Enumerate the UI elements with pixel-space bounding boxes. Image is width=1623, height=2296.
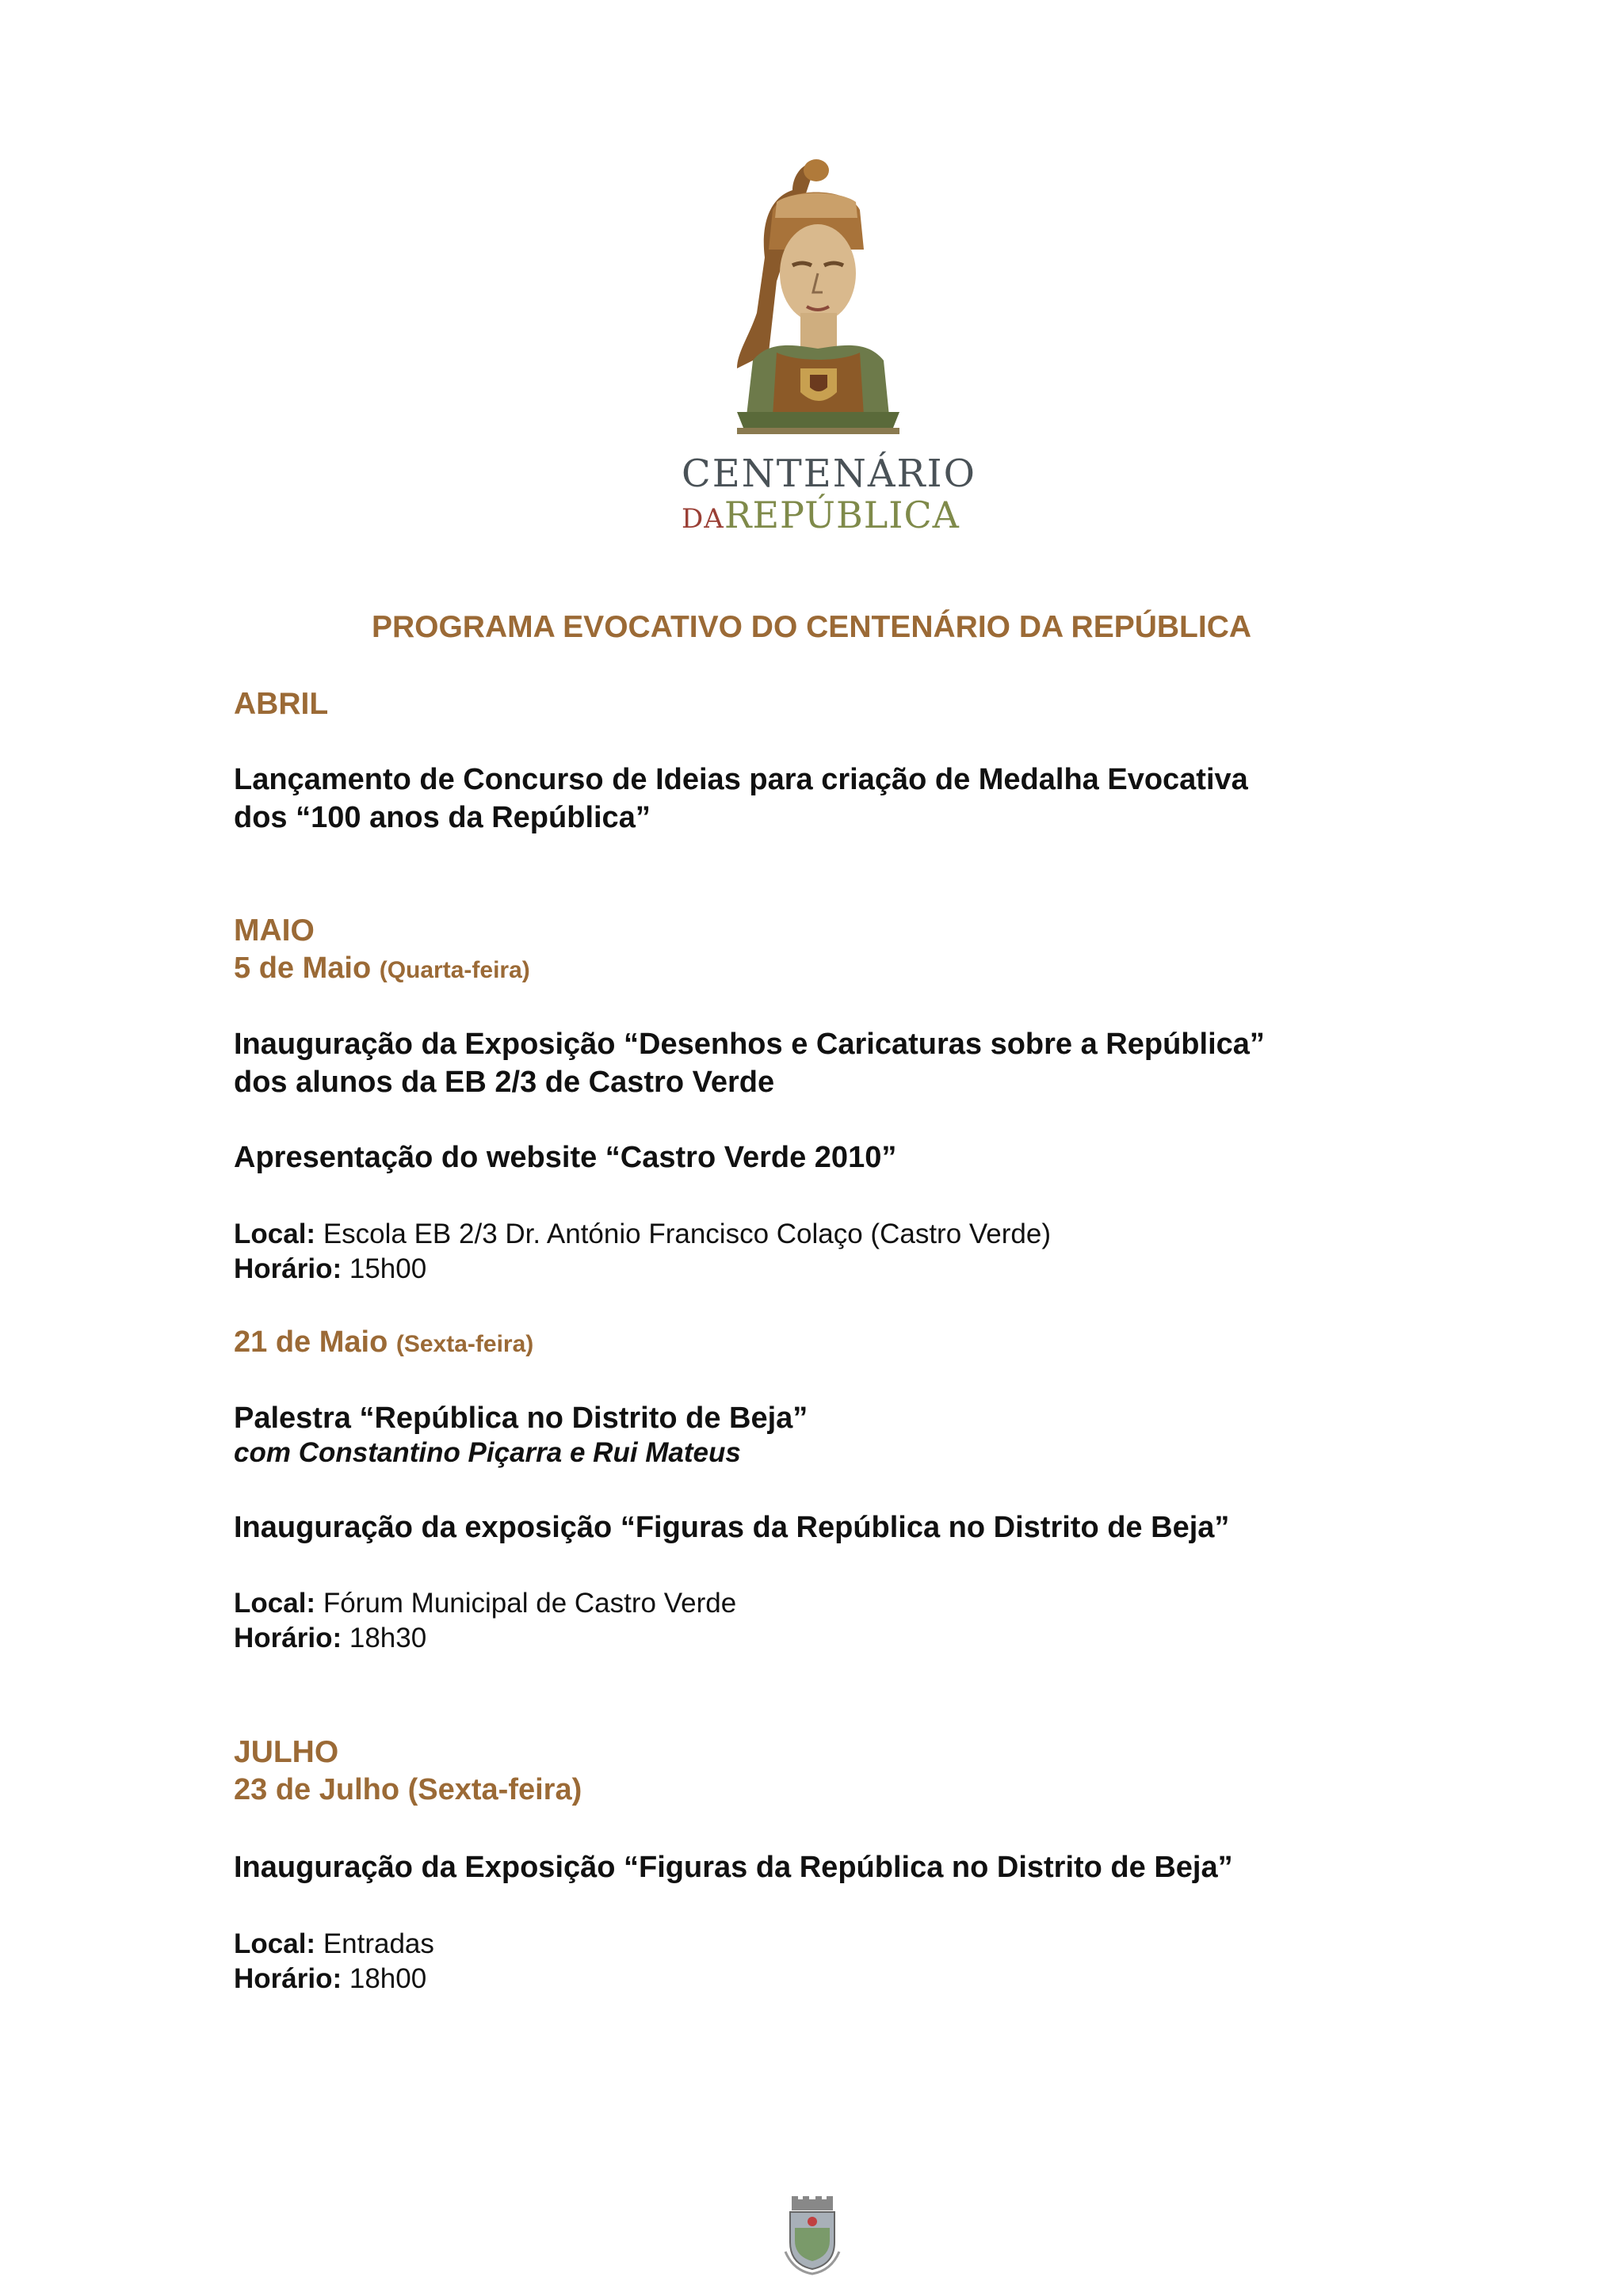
event-exposicao-figuras-julho: Inauguração da Exposição “Figuras da República no Distrito de Beja”	[234, 1851, 1233, 1884]
local-label: Local:	[234, 1588, 316, 1619]
event-palestra-speakers: com Constantino Piçarra e Rui Mateus	[234, 1437, 741, 1468]
event-exposicao-desenhos-line1: Inauguração da Exposição “Desenhos e Caricaturas sobre a República”	[234, 1028, 1265, 1061]
logo-word-centenario: CENTENÁRIO	[682, 452, 976, 496]
date-5-maio	[234, 952, 530, 986]
month-julho: JULHO	[234, 1735, 339, 1769]
horario-5-maio	[234, 1252, 426, 1287]
municipal-crest-icon	[781, 2196, 844, 2275]
local-label: Local:	[234, 1219, 316, 1249]
horario-label: Horário:	[234, 1963, 342, 1994]
horario-label: Horário:	[234, 1253, 342, 1284]
date-23-julho: 23 de Julho (Sexta-feira)	[234, 1773, 582, 1806]
date-21-maio	[234, 1325, 533, 1360]
date-21-maio-text: 21 de Maio	[234, 1325, 388, 1359]
horario-value: 15h00	[349, 1253, 427, 1284]
horario-23-julho	[234, 1962, 426, 1997]
event-exposicao-desenhos-line2: dos alunos da EB 2/3 de Castro Verde	[234, 1066, 775, 1099]
local-23-julho	[234, 1927, 434, 1962]
month-abril: ABRIL	[234, 687, 329, 721]
local-5-maio	[234, 1217, 1051, 1252]
program-title: PROGRAMA EVOCATIVO DO CENTENÁRIO DA REPÚBLICA	[371, 610, 1252, 644]
event-exposicao-figuras-maio: Inauguração da exposição “Figuras da República no Distrito de Beja”	[234, 1511, 1230, 1544]
logo-main-republica: REPÚBLICA	[724, 494, 960, 536]
bust-illustration	[682, 154, 951, 456]
event-abril-line2: dos “100 anos da República”	[234, 801, 651, 834]
date-21-maio-weekday: (Sexta-feira)	[395, 1331, 534, 1357]
horario-value: 18h00	[349, 1963, 427, 1994]
local-21-maio	[234, 1586, 736, 1621]
date-5-maio-text: 5 de Maio	[234, 952, 372, 985]
logo-prefix-da: DA	[682, 503, 724, 535]
event-website: Apresentação do website “Castro Verde 2010”	[234, 1141, 897, 1174]
local-value: Entradas	[323, 1928, 434, 1959]
logo-word-republica	[682, 494, 960, 536]
centenario-logo	[682, 154, 976, 536]
month-maio: MAIO	[234, 913, 315, 948]
date-5-maio-weekday: (Quarta-feira)	[379, 957, 530, 983]
local-label: Local:	[234, 1928, 316, 1959]
event-abril-line1: Lançamento de Concurso de Ideias para criação de Medalha Evocativa	[234, 763, 1248, 796]
horario-value: 18h30	[349, 1623, 427, 1653]
horario-21-maio	[234, 1621, 426, 1656]
local-value: Escola EB 2/3 Dr. António Francisco Colaço (Castro Verde)	[323, 1219, 1052, 1249]
local-value: Fórum Municipal de Castro Verde	[323, 1588, 737, 1619]
event-palestra: Palestra “República no Distrito de Beja”	[234, 1402, 808, 1435]
horario-label: Horário:	[234, 1623, 342, 1653]
